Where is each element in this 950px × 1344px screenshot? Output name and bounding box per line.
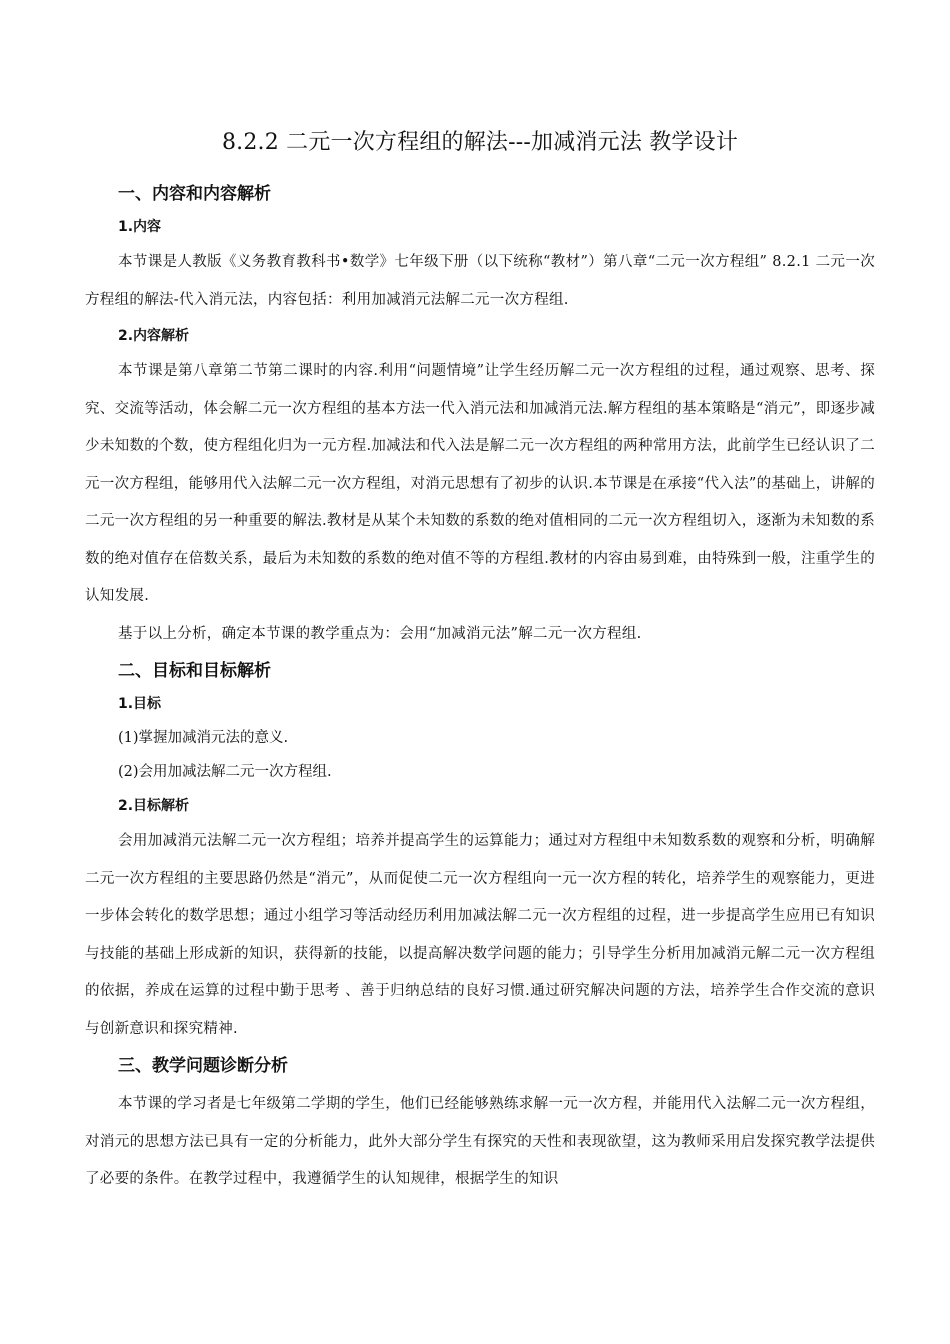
section-problem-diagnosis bbox=[85, 1052, 875, 1199]
list-item: (1)掌握加减消元法的意义. bbox=[118, 730, 289, 746]
section-heading: 一、内容和内容解析 bbox=[118, 184, 271, 204]
subsection-heading: 1.目标 bbox=[118, 696, 162, 712]
paragraph: 本节课的学习者是七年级第二学期的学生，他们已经能够熟练求解一元一次方程，并能用代入法解二元一次方程组，对消元的思想方法已具有一定的分析能力，此外大部分学生有探究的天性和表现欲望，这为教师采用启发探究教学法提供了必要的条件。在教学过程中，我遵循学生的认知规律，根据学生的知识 bbox=[85, 1096, 875, 1187]
section-goals-analysis bbox=[85, 657, 875, 1048]
document-body bbox=[85, 124, 875, 1199]
subsection-heading: 2.内容解析 bbox=[118, 328, 190, 344]
section-content-analysis bbox=[85, 180, 875, 653]
paragraph: 基于以上分析，确定本节课的教学重点为：会用“加减消元法”解二元一次方程组. bbox=[118, 625, 642, 642]
list-item: (2)会用加减法解二元一次方程组. bbox=[118, 764, 332, 780]
subsection-heading: 2.目标解析 bbox=[118, 798, 190, 814]
subsection-heading: 1.内容 bbox=[118, 219, 162, 235]
document-title: 8.2.2 二元一次方程组的解法---加减消元法 教学设计 bbox=[221, 130, 739, 155]
paragraph: 本节课是第八章第二节第二课时的内容.利用“问题情境”让学生经历解二元一次方程组的过程，通过观察、思考、探究、交流等活动，体会解二元一次方程组的基本方法一代入消元法和加减消元法.解方程组的基本策略是“消元”，即逐步减少未知数的个数，使方程组化归为一元方程.加减法和代入法是解二元一次方程组的两种常用方法，此前学生已经认识了二元一次方程组，能够用代入法解二元一次方程组，对消元思想有了初步的认识.本节课是在承接“代入法”的基础上，讲解的二元一次方程组的另一种重要的解法.教材是从某个未知数的系数的绝对值相同的二元一次方程组切入，逐渐为未知数的系数的绝对值存在倍数关系，最后为未知数的系数的绝对值不等的方程组.教材的内容由易到难，由特殊到一般，注重学生的认知发展. bbox=[85, 363, 875, 604]
section-heading: 三、教学问题诊断分析 bbox=[118, 1056, 288, 1076]
paragraph: 本节课是人教版《义务教育教科书•数学》七年级下册（以下统称“教材”）第八章“二元一次方程组” 8.2.1 二元一次方程组的解法-代入消元法，内容包括：利用加减消元法解二元一次方程组. bbox=[85, 254, 875, 308]
paragraph: 会用加减消元法解二元一次方程组；培养并提高学生的运算能力；通过对方程组中未知数系数的观察和分析，明确解二元一次方程组的主要思路仍然是“消元”，从而促使二元一次方程组向一元一次方程的转化，培养学生的观察能力，更进一步体会转化的数学思想；通过小组学习等活动经历利用加减法解二元一次方程组的过程，进一步提高学生应用已有知识与技能的基础上形成新的知识，获得新的技能，以提高解决数学问题的能力；引导学生分析用加减消元解二元一次方程组的依据，养成在运算的过程中勤于思考 、善于归纳总结的良好习惯.通过研究解决问题的方法，培养学生合作交流的意识与创新意识和探究精神. bbox=[85, 833, 875, 1037]
section-heading: 二、目标和目标解析 bbox=[118, 661, 271, 681]
